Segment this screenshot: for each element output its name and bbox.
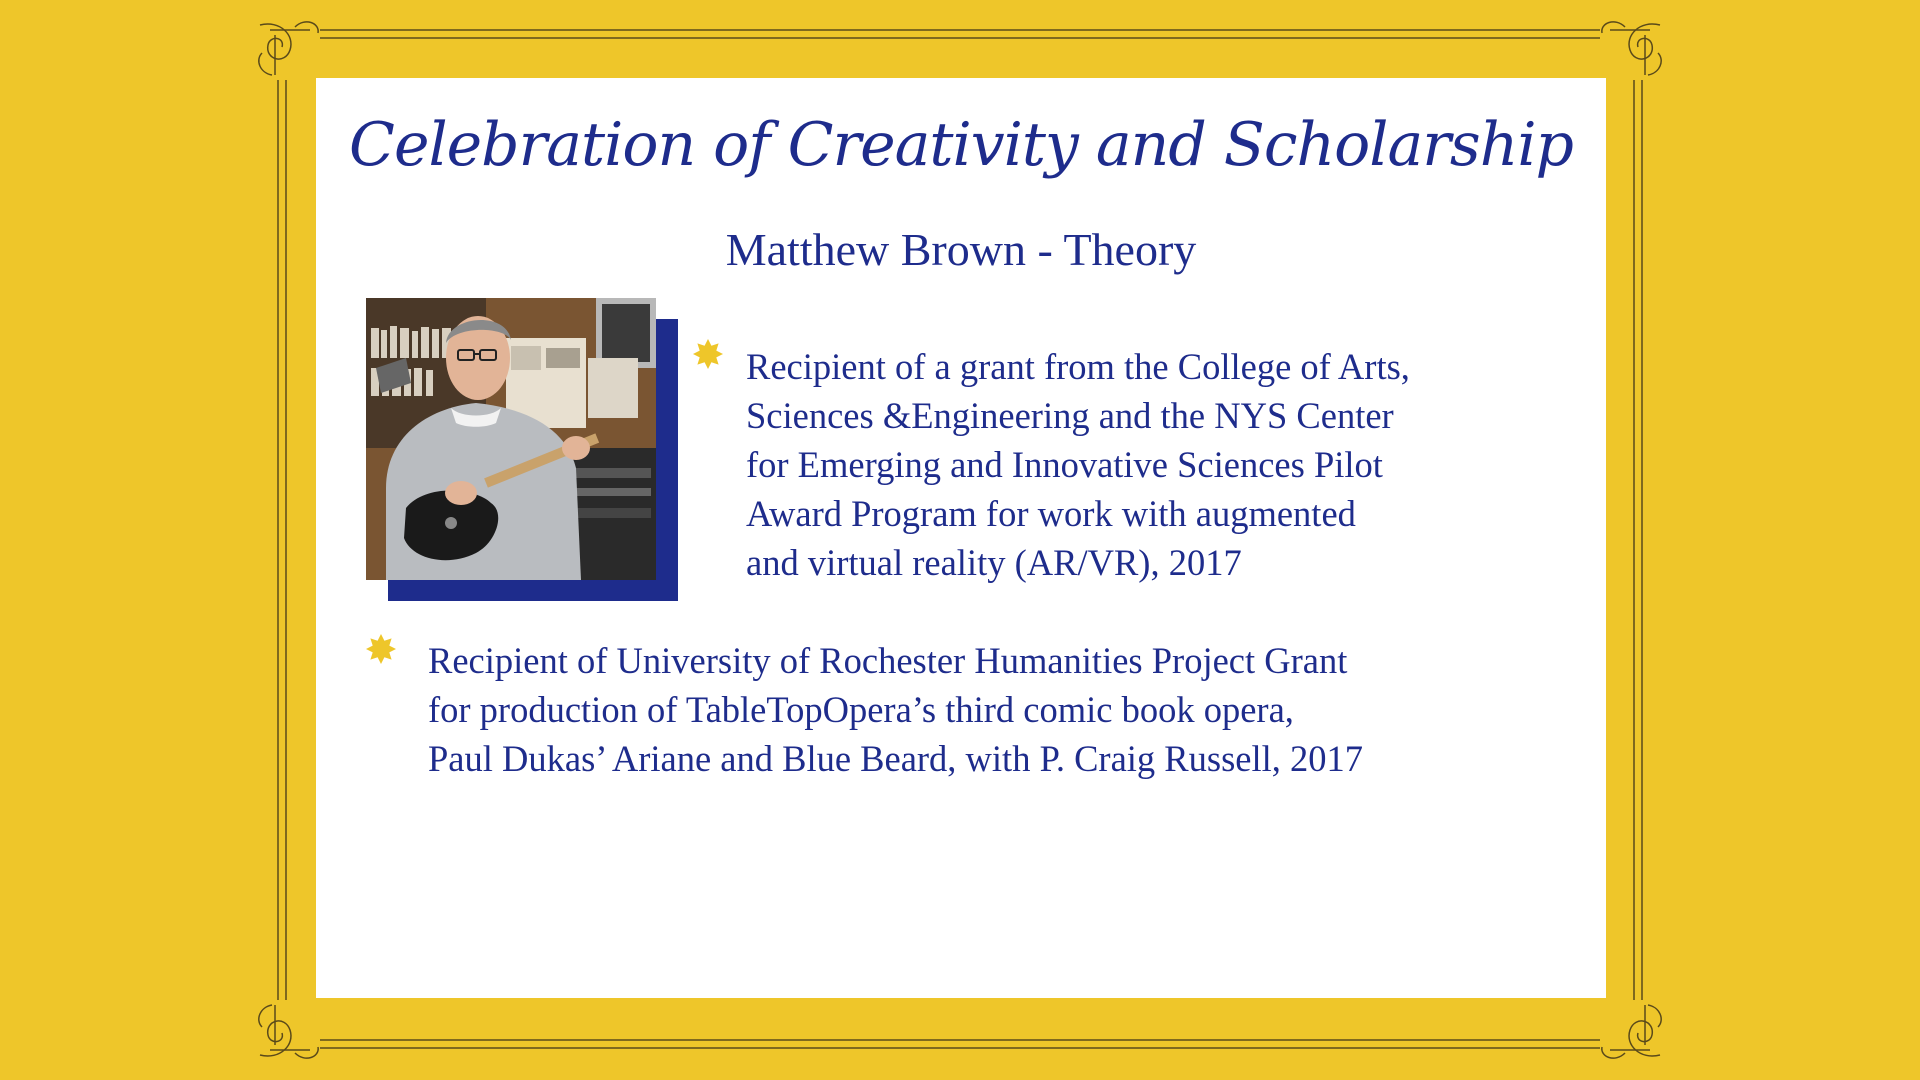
- bullet-line: Award Program for work with augmented: [746, 493, 1356, 534]
- bullet-line: for production of TableTopOpera’s third comic book opera,: [428, 689, 1294, 730]
- portrait-photo: [366, 298, 656, 580]
- bullet-line: Sciences &Engineering and the NYS Center: [746, 395, 1394, 436]
- bullet-item-ar-vr-grant: [746, 342, 1410, 587]
- bullet-line: Recipient of University of Rochester Humanities Project Grant: [428, 640, 1348, 681]
- page-subtitle: Matthew Brown - Theory: [725, 224, 1197, 275]
- star-bullet-icon: [691, 337, 725, 371]
- page-title: Celebration of Creativity and Scholarship: [349, 110, 1573, 180]
- bullet-line: Paul Dukas’ Ariane and Blue Beard, with P. Craig Russell, 2017: [428, 738, 1364, 779]
- bullet-line: for Emerging and Innovative Sciences Pilot: [746, 444, 1383, 485]
- portrait-guitarist-icon: [366, 298, 656, 580]
- star-bullet-icon: [364, 632, 398, 666]
- bullet-line: and virtual reality (AR/VR), 2017: [746, 542, 1242, 583]
- bullet-item-humanities-grant: [428, 636, 1363, 783]
- content-card: [316, 78, 1606, 998]
- bullet-line: Recipient of a grant from the College of Arts,: [746, 346, 1410, 387]
